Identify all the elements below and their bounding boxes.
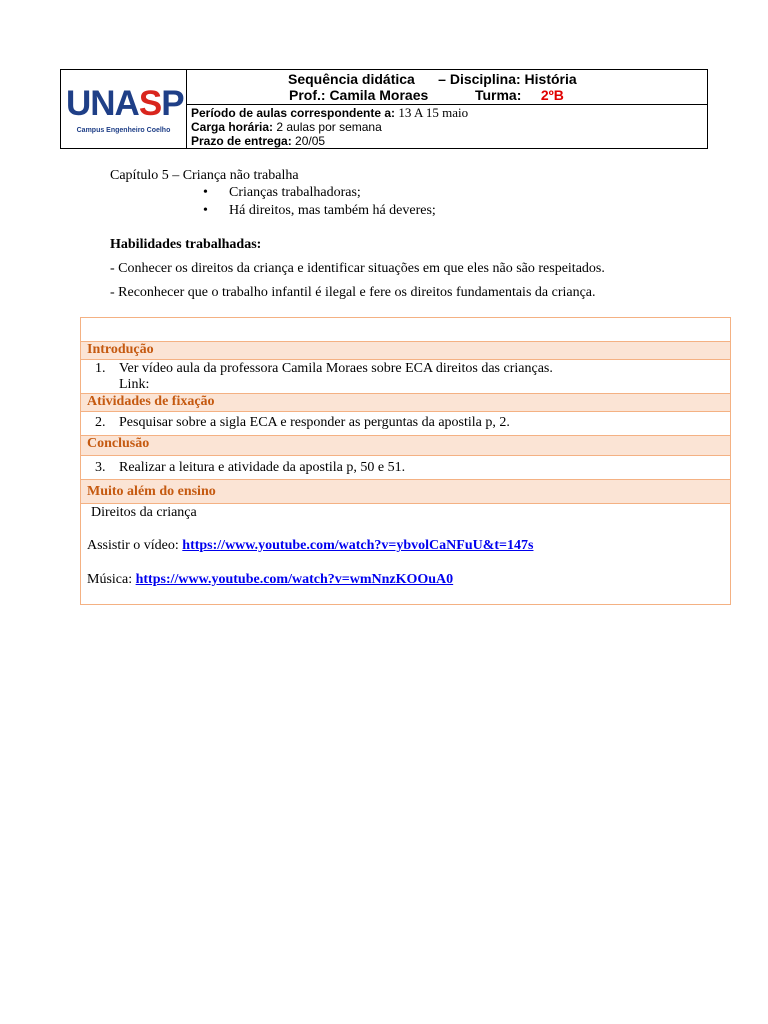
turma-value: 2ºB xyxy=(540,87,564,103)
music-link[interactable]: https://www.youtube.com/watch?v=wmNnzKOOuA0 xyxy=(135,572,454,587)
chapter-title: Capítulo 5 – Criança não trabalha xyxy=(110,168,299,183)
header-table xyxy=(60,69,708,149)
section-header-introducao: Introdução xyxy=(81,341,730,360)
bullet-item: • Há direitos, mas também há deveres; xyxy=(203,203,436,218)
unasp-logo xyxy=(61,70,187,148)
list-item: 3. Realizar a leitura e atividade da apostila p, 50 e 51. xyxy=(95,460,406,475)
link-label: Link: xyxy=(119,377,150,392)
title-line-1: Sequência didática – Disciplina: História xyxy=(288,71,577,87)
list-item: 2. Pesquisar sobre a sigla ECA e responder as perguntas da apostila p, 2. xyxy=(95,415,510,430)
direitos-text: Direitos da criança xyxy=(91,505,197,520)
assistir-label: Assistir o vídeo: xyxy=(87,538,179,553)
section-header-atividades: Atividades de fixação xyxy=(81,393,730,412)
musica-label: Música: xyxy=(87,572,133,587)
list-item: 1. Ver vídeo aula da professora Camila Moraes sobre ECA direitos das crianças. Link: xyxy=(95,361,553,392)
video-link[interactable]: https://www.youtube.com/watch?v=ybvolCaNFuU&t=147s xyxy=(182,538,534,553)
extra-content xyxy=(81,504,730,604)
logo-wordmark: UNASP xyxy=(66,84,184,123)
header-title-cell xyxy=(186,70,707,105)
skills-title: Habilidades trabalhadas: xyxy=(110,237,262,252)
skill-item: - Reconhecer que o trabalho infantil é ilegal e fere os direitos fundamentais da criança. xyxy=(110,285,596,300)
logo-subtitle: Campus Engenheiro Coelho xyxy=(76,127,171,134)
section-header-muito-alem: Muito além do ensino xyxy=(81,479,730,504)
lesson-table xyxy=(80,317,731,605)
title-line-2: Prof.: Camila Moraes Turma: 2ºB xyxy=(289,87,564,103)
section-header-conclusao: Conclusão xyxy=(81,435,730,456)
skill-item: - Conhecer os direitos da criança e identificar situações em que eles não são respeitados. xyxy=(110,261,605,276)
bullet-item: • Crianças trabalhadoras; xyxy=(203,185,361,200)
header-info: Período de aulas correspondente a: 13 A 15 maio Carga horária: 2 aulas por semana Prazo de entrega: 20/05 xyxy=(191,105,469,148)
